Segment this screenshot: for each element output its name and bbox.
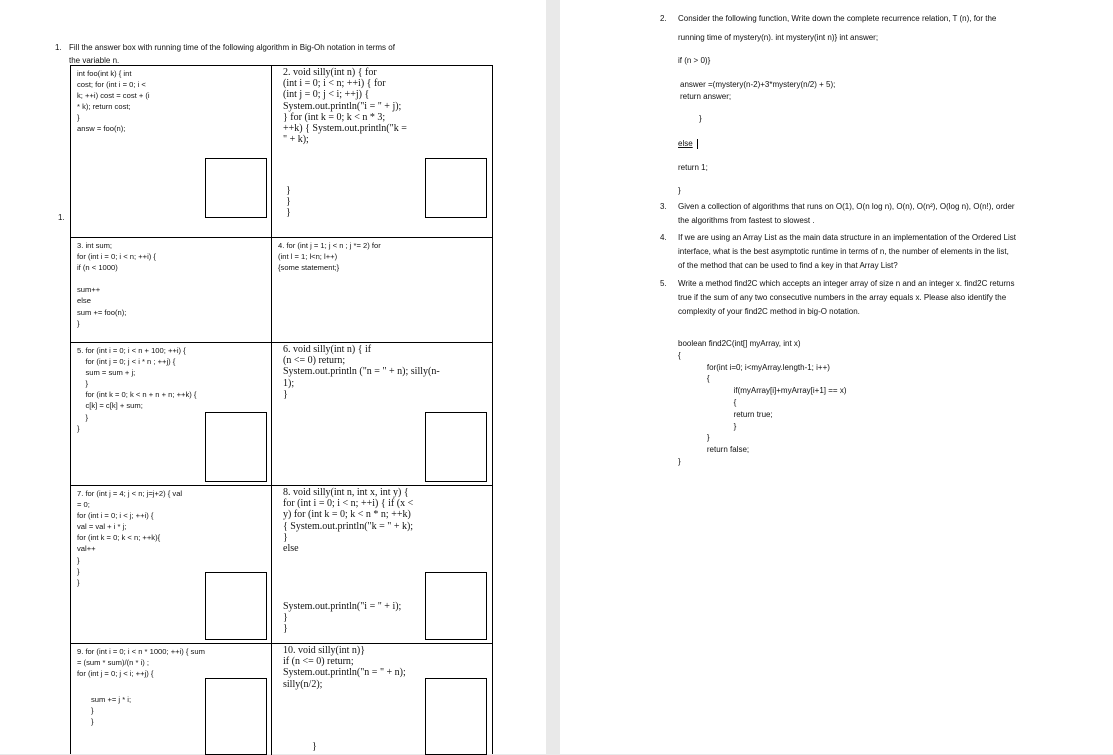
question-number: 3. [660,202,667,211]
question-text-line: Write a method find2C which accepts an integer array of size n and an integer x. find2C returns [678,279,1015,288]
answer-box[interactable] [205,572,267,640]
code-return: return 1; [678,163,708,172]
algorithm-cell-4 [272,238,492,342]
question-number: 5. [660,279,667,288]
code-snippet: 4. for (int j = 1; j < n ; j *= 2) for (int l = 1; l<n; l++) {some statement;} [278,241,381,273]
question-text-line: Given a collection of algorithms that runs on O(1), O(n log n), O(n), O(n²), O(log n), O(n!), order [678,202,1015,211]
answer-box[interactable] [425,678,487,755]
question-text-line: complexity of your find2C method in big-O notation. [678,307,860,316]
code-snippet: 8. void silly(int n, int x, int y) { for (int i = 0; i < n; ++i) { if (x < y) for (int k = 0; k < n * n; ++k) { System.out.println("k = " + k); } else [283,487,414,555]
question-text-line: Fill the answer box with running time of the following algorithm in Big-Oh notation in terms of [69,43,395,52]
question-text-line: true if the sum of any two consecutive numbers in the array equals x. Please also identify the [678,293,1007,302]
algorithm-cell-7 [71,486,272,643]
answer-box[interactable] [425,572,487,640]
question-number: 4. [660,233,667,242]
algorithm-cell-1 [71,66,272,237]
question-text-line: the variable n. [69,56,120,65]
code-snippet: 5. for (int i = 0; i < n + 100; ++i) { for (int j = 0; j < i * n ; ++j) { sum = sum + j; } for (int k = 0; k < n + n + n; ++k) { c[k] = c[k] + sum; } } [77,346,197,433]
right-page [560,0,1113,754]
code-snippet: 7. for (int j = 4; j < n; j=j+2) { val = 0; for (int i = 0; i < j; ++i) { val = val + i * j; for (int k = 0; k < n; ++k){ val++ } } } [77,489,183,587]
code-snippet: 10. void silly(int n)} if (n <= 0) return; System.out.println("n = " + n); silly(n/2); [283,645,406,690]
algorithm-cell-10 [272,644,492,755]
code-close: } [678,186,681,195]
side-number: 1. [58,213,65,222]
code-block: answer =(mystery(n-2)+3*mystery(n/2) + 5); return answer; [680,80,836,101]
answer-box[interactable] [425,158,487,218]
question-text-line: interface, what is the best asymptotic runtime in terms of n, the number of elements in the list, [678,247,1009,256]
question-number: 2. [660,14,667,23]
code-closing-brace: } [312,741,317,752]
algorithm-cell-2 [272,66,492,237]
question-text-line: Consider the following function, Write down the complete recurrence relation, T (n), for the [678,14,997,23]
code-closing-braces: } } } [286,185,291,219]
code-snippet: 3. int sum; for (int i = 0; i < n; ++i) { if (n < 1000) sum++ else sum += foo(n); } [77,241,156,328]
question-text-line: running time of mystery(n). int mystery(int n)} int answer; [678,33,879,42]
code-snippet: 2. void silly(int n) { for (int i = 0; i < n; ++i) { for (int j = 0; j < i; ++j) { System.out.println("i = " + j); } for (int k = 0; k < n * 3; ++k) { System.out.println("k = " + k); [283,67,407,146]
code-snippet: 6. void silly(int n) { if (n <= 0) return; System.out.println ("n = " + n); silly(n- 1); } [283,344,440,400]
left-page [0,0,546,754]
question-text-line: of the method that can be used to find a key in that Array List? [678,261,898,270]
question-number: 1. [55,43,62,52]
question-text-line: the algorithms from fastest to slowest . [678,216,815,225]
code-brace: } [699,114,702,123]
text-cursor [697,139,698,149]
else-text: else [678,139,693,148]
algorithm-cell-5 [71,343,272,485]
answer-box[interactable] [205,678,267,755]
algorithm-table [70,65,493,754]
answer-box[interactable] [205,412,267,482]
code-snippet: 9. for (int i = 0; i < n * 1000; ++i) { sum = (sum * sum)/(n * i) ; for (int j = 0; j < i; ++j) { [77,647,205,679]
code-snippet: int foo(int k) { int cost; for (int i = 0; i < k; ++i) cost = cost + (i * k); return cost; } answ = foo(n); [77,69,150,134]
method-code: boolean find2C(int[] myArray, int x) { for(int i=0; i<myArray.length-1; i++) { if(myArray[i]+myArray[i+1] == x) { return true; } } return false; } [678,339,847,466]
algorithm-cell-8 [272,486,492,643]
answer-box[interactable] [425,412,487,482]
code-snippet-tail: System.out.println("i = " + i); } } [283,601,402,635]
algorithm-cell-9 [71,644,272,755]
answer-box[interactable] [205,158,267,218]
algorithm-cell-6 [272,343,492,485]
question-text-line: If we are using an Array List as the main data structure in an implementation of the Ordered List [678,233,1016,242]
code-else[interactable] [678,138,698,150]
code-snippet-tail: sum += j * i; } } [91,695,132,727]
code-line: if (n > 0)} [678,56,711,65]
algorithm-cell-3 [71,238,272,342]
